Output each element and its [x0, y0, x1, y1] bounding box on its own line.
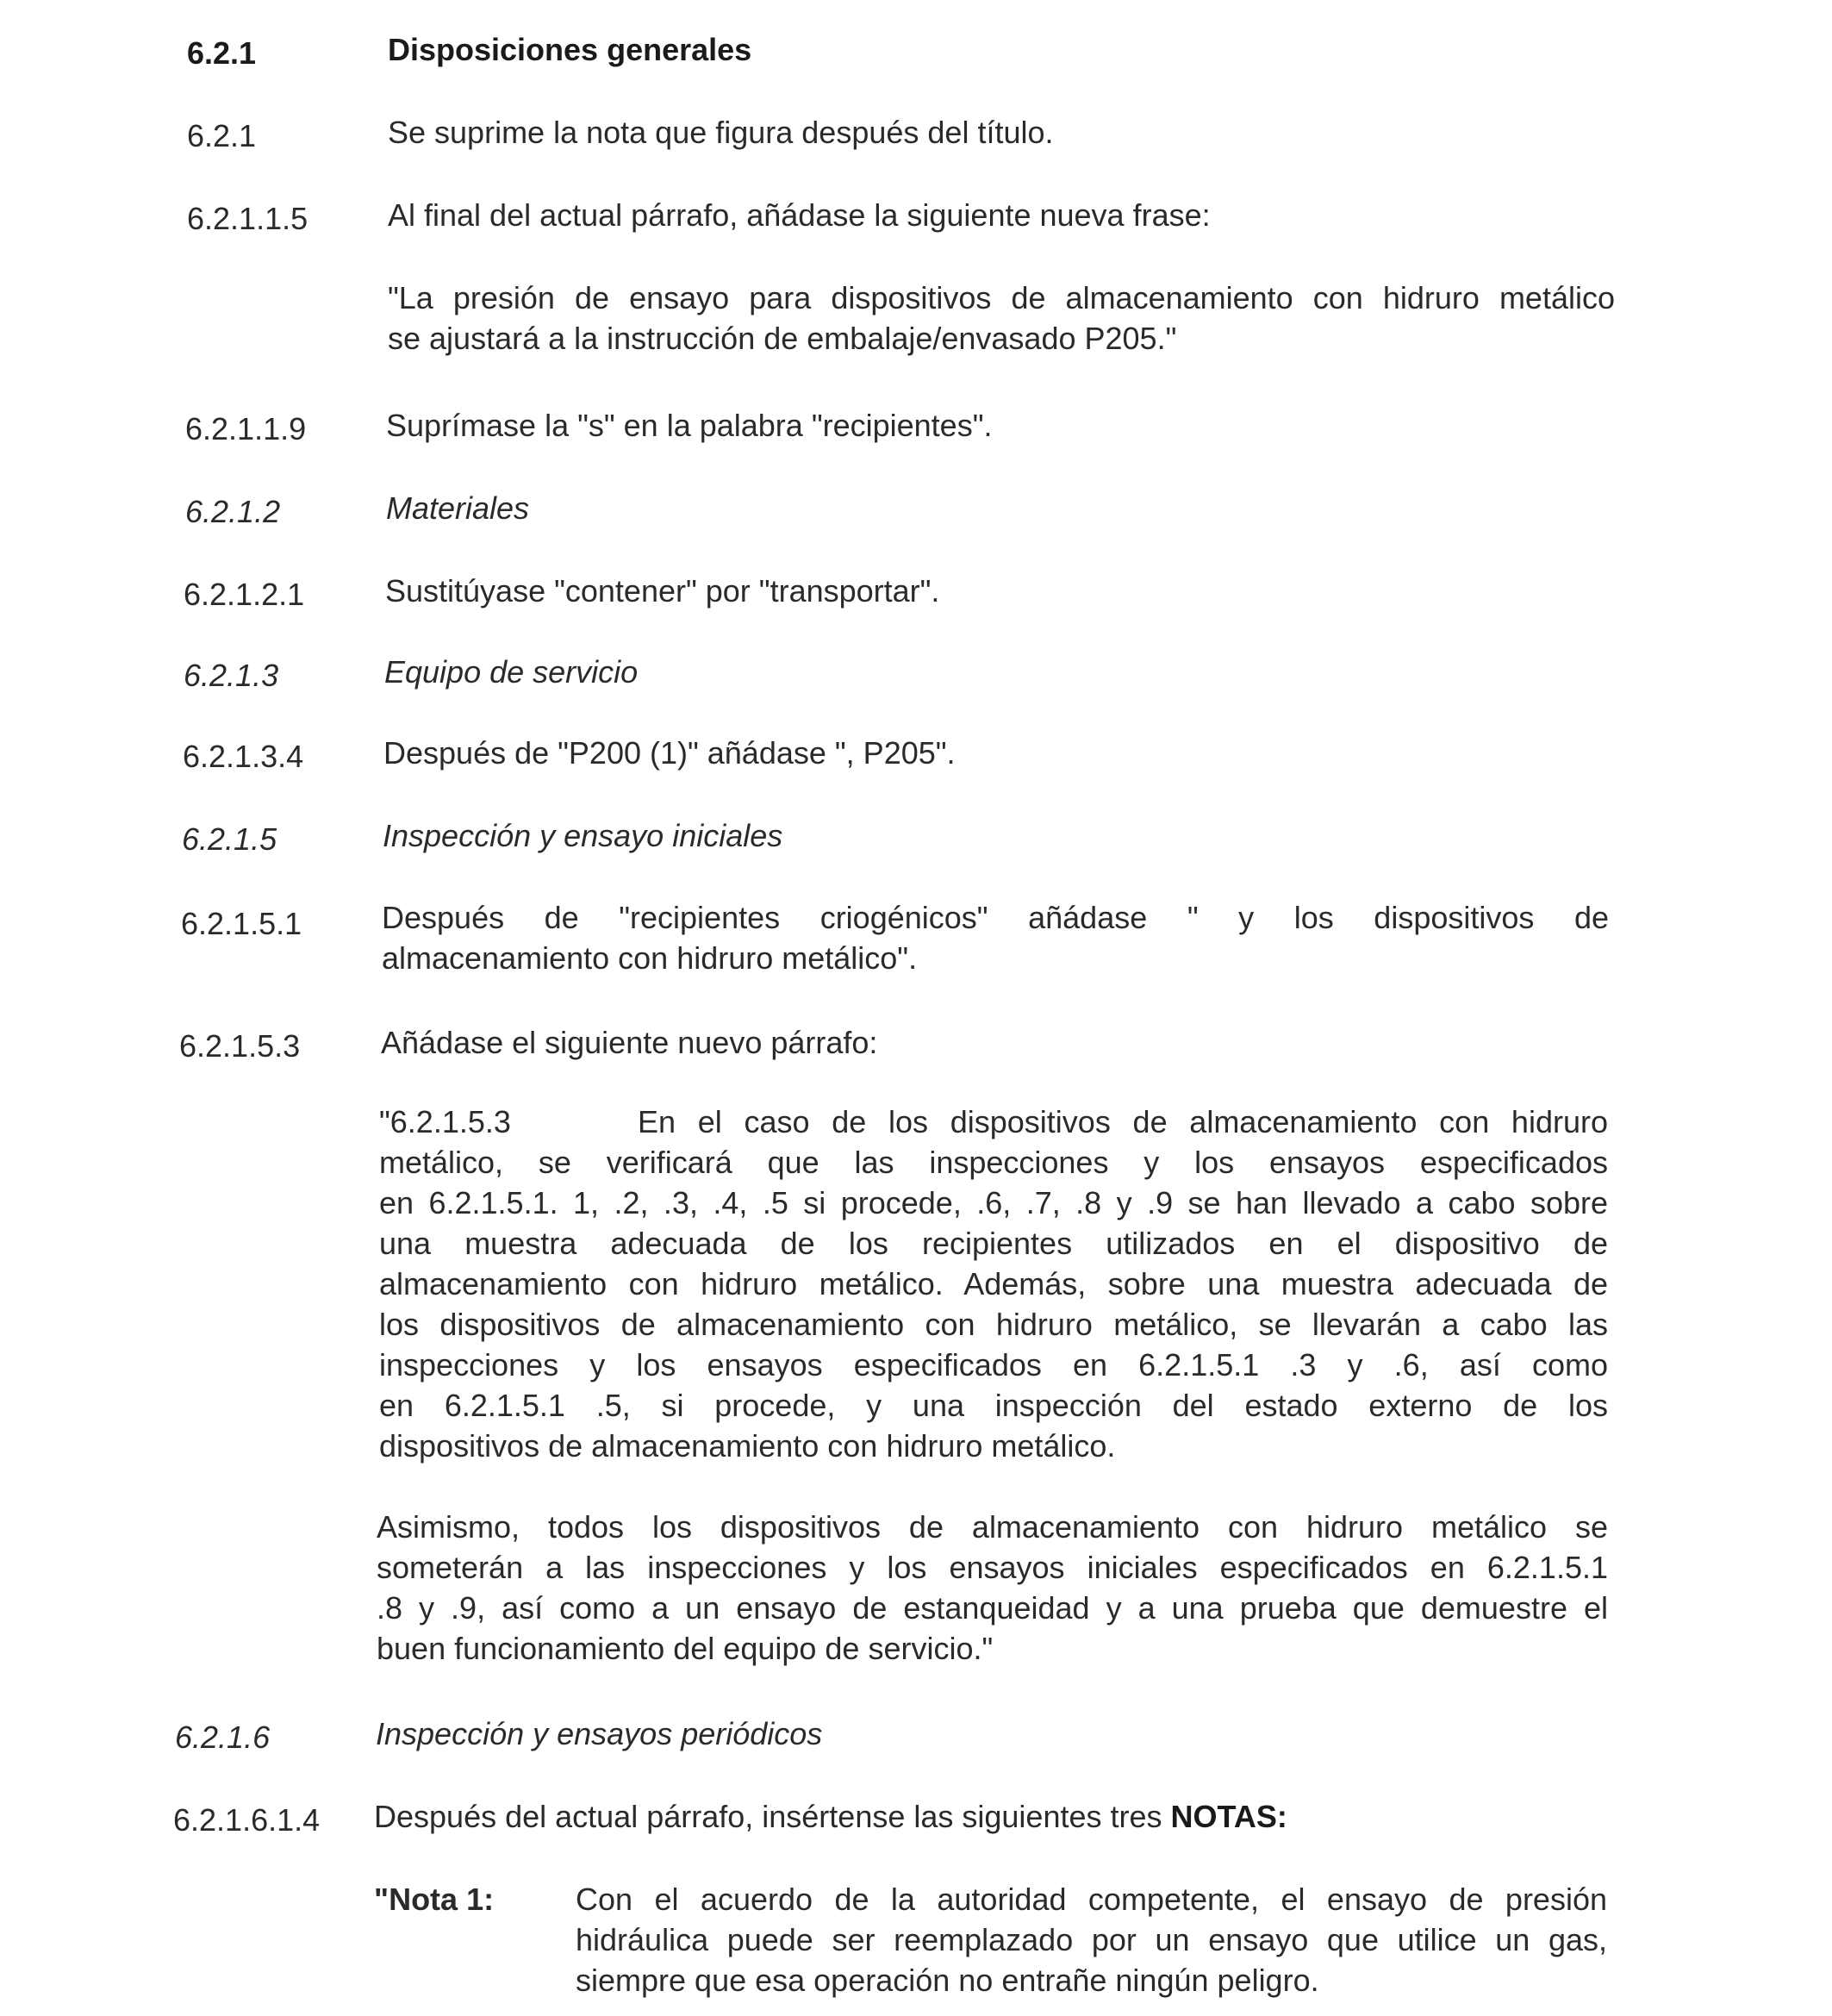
subsection-title: Equipo de servicio	[384, 654, 639, 690]
paragraph-line-text: En el caso de los dispositivos de almacenamiento con hidruro	[638, 1104, 1608, 1139]
section-number: 6.2.1.1.5	[187, 201, 308, 236]
paragraph-line: metálico, se verificará que las inspecciones y los ensayos especificados	[379, 1145, 1608, 1180]
quoted-paragraph	[388, 278, 1615, 359]
paragraph-line: dispositivos de almacenamiento con hidruro metálico.	[379, 1428, 1116, 1464]
subsection-title: Inspección y ensayo iniciales	[383, 818, 783, 853]
section-number: 6.2.1.3.4	[183, 739, 304, 774]
section-text-plain: Después del actual párrafo, insértense las siguientes tres	[374, 1799, 1171, 1834]
section-number: 6.2.1	[187, 35, 257, 71]
paragraph-line: en 6.2.1.5.1 .5, si procede, y una inspección del estado externo de los	[379, 1388, 1608, 1423]
paragraph-line: en 6.2.1.5.1. 1, .2, .3, .4, .5 si procede, .6, .7, .8 y .9 se han llevado a cabo sobre	[379, 1185, 1608, 1220]
section-text: Sustitúyase "contener" por "transportar".	[385, 573, 940, 609]
paragraph-line: los dispositivos de almacenamiento con hidruro metálico, se llevarán a cabo las	[379, 1307, 1608, 1342]
section-paragraph	[382, 897, 1609, 978]
subsection-title: Inspección y ensayos periódicos	[376, 1716, 823, 1751]
paragraph-line: siempre que esa operación no entrañe ningún peligro.	[576, 1963, 1319, 1998]
subsection-title: Materiales	[386, 490, 530, 526]
quoted-paragraph	[377, 1507, 1608, 1669]
paragraph-line: se ajustará a la instrucción de embalaje/envasado P205."	[388, 321, 1177, 356]
section-text: Suprímase la "s" en la palabra "recipientes".	[386, 408, 993, 443]
section-text: Al final del actual párrafo, añádase la siguiente nueva frase:	[388, 197, 1211, 233]
section-number: 6.2.1.2.1	[184, 577, 305, 612]
note-paragraph	[576, 1879, 1607, 2000]
paragraph-line: almacenamiento con hidruro metálico".	[382, 940, 918, 976]
section-number: 6.2.1.5	[182, 821, 277, 857]
paragraph-line: Con el acuerdo de la autoridad competente, el ensayo de presión	[576, 1882, 1607, 1917]
paragraph-line: hidráulica puede ser reemplazado por un ensayo que utilice un gas,	[576, 1922, 1607, 1957]
section-text	[374, 1796, 1287, 1838]
section-number: 6.2.1.3	[184, 658, 279, 693]
paragraph-line: buen funcionamiento del equipo de servicio."	[377, 1631, 994, 1666]
section-number: 6.2.1.6.1.4	[173, 1802, 321, 1838]
quoted-paragraph	[379, 1102, 1608, 1466]
section-heading: Disposiciones generales	[388, 32, 752, 67]
section-number: 6.2.1	[187, 118, 257, 153]
section-number: 6.2.1.6	[175, 1720, 271, 1755]
section-number: 6.2.1.1.9	[185, 411, 307, 446]
section-number: 6.2.1.5.1	[181, 906, 302, 941]
section-number: 6.2.1.5.3	[179, 1028, 301, 1064]
section-text: Añádase el siguiente nuevo párrafo:	[381, 1025, 878, 1060]
section-text: Después de "P200 (1)" añádase ", P205".	[383, 735, 956, 771]
paragraph-line: una muestra adecuada de los recipientes utilizados en el dispositivo de	[379, 1226, 1608, 1261]
section-number: 6.2.1.2	[185, 494, 281, 529]
section-text: Se suprime la nota que figura después del título.	[388, 115, 1054, 150]
paragraph-line: Asimismo, todos los dispositivos de almacenamiento con hidruro metálico se	[377, 1509, 1608, 1545]
paragraph-line: "La presión de ensayo para dispositivos de almacenamiento con hidruro metálico	[388, 280, 1615, 315]
paragraph-line: .8 y .9, así como a un ensayo de estanqueidad y a una prueba que demuestre el	[377, 1590, 1608, 1626]
paragraph-line	[379, 1102, 1608, 1142]
section-text-bold: NOTAS:	[1170, 1799, 1287, 1834]
paragraph-line: someterán a las inspecciones y los ensayos iniciales especificados en 6.2.1.5.1	[377, 1550, 1608, 1585]
inline-section-number: "6.2.1.5.3	[379, 1104, 511, 1139]
paragraph-line: almacenamiento con hidruro metálico. Además, sobre una muestra adecuada de	[379, 1266, 1608, 1301]
paragraph-line: Después de "recipientes criogénicos" añádase " y los dispositivos de	[382, 900, 1609, 935]
paragraph-line: inspecciones y los ensayos especificados en 6.2.1.5.1 .3 y .6, así como	[379, 1347, 1608, 1382]
note-label: "Nota 1:	[374, 1882, 495, 1917]
